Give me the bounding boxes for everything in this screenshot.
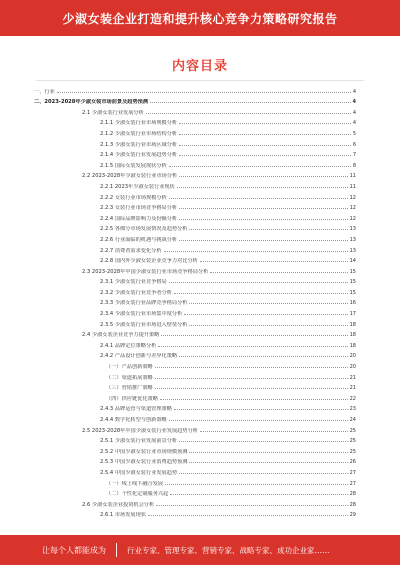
toc-leader-dots: [179, 208, 348, 209]
toc-entry[interactable]: [34, 402, 356, 413]
toc-leader-dots: [179, 176, 347, 177]
toc-leader-dots: [169, 282, 348, 283]
toc-entry-page: 14: [349, 258, 356, 265]
toc-entry-label: 2.4.2 产品设计创新与差异化策略: [100, 353, 178, 360]
toc-entry[interactable]: [34, 306, 356, 317]
toc-entry-label: （二）个性化定制服务兴起: [106, 491, 169, 498]
toc-entry-page: 8: [352, 162, 356, 169]
toc-entry-label: 2.6 少淑女装企业投资机会分析: [82, 501, 155, 508]
toc-entry-label: 2.2 2023-2028年少淑女装行业市场分析: [82, 173, 178, 180]
toc-leader-dots: [179, 123, 351, 124]
toc-entry[interactable]: [34, 338, 356, 349]
toc-entry-page: 6: [352, 141, 356, 148]
toc-entry[interactable]: [34, 317, 356, 328]
toc-entry-page: 5: [352, 130, 356, 137]
toc-leader-dots: [179, 240, 348, 241]
toc-entry-label: 2.1.1 少淑女装行业市场规模分析: [100, 120, 178, 127]
toc-leader-dots: [179, 473, 348, 474]
toc-entry-label: 2.1.5 国际女装发展现状分析: [100, 162, 167, 169]
toc-entry-label: 2.2.6 行业面临的机遇与挑战分析: [100, 236, 178, 243]
toc-leader-dots: [169, 198, 348, 199]
toc-entry[interactable]: [34, 275, 356, 286]
toc-leader-dots: [158, 346, 347, 347]
toc-entry[interactable]: [34, 412, 356, 423]
toc-entry[interactable]: [34, 285, 356, 296]
toc-entry-label: （一）产品创新策略: [106, 364, 153, 371]
toc-entry-page: 4: [352, 88, 356, 95]
toc-entry-page: 29: [349, 512, 356, 519]
toc-entry[interactable]: [34, 487, 356, 498]
toc-leader-dots: [169, 166, 351, 167]
toc-entry-page: 12: [349, 215, 356, 222]
toc-entry[interactable]: [34, 434, 356, 445]
toc-entry[interactable]: [34, 508, 356, 519]
toc-leader-dots: [156, 505, 347, 506]
toc-entry-page: 24: [349, 417, 356, 423]
toc-leader-dots: [179, 145, 351, 146]
toc-entry-page: 20: [349, 353, 356, 360]
toc-entry-page: 11: [349, 183, 356, 190]
toc-entry[interactable]: [34, 476, 356, 487]
toc-entry-label: 2.3 2023-2028年中国少淑女装行业市场竞争格局分析: [82, 268, 209, 275]
toc-entry-label: 2.2.4 国际品牌影响力及份额分析: [100, 215, 178, 222]
toc-entry-page: 4: [352, 120, 356, 127]
toc-entry[interactable]: [34, 201, 356, 212]
toc-divider: [36, 80, 364, 81]
toc-leader-dots: [160, 399, 348, 400]
toc-leader-dots: [179, 134, 351, 135]
toc-entry-label: 二、2023-2028年少淑女装市场前景及趋势预测: [34, 99, 149, 106]
toc-entry-page: 4: [352, 109, 356, 116]
toc-entry-page: 21: [349, 374, 356, 381]
toc-entry-page: 15: [349, 289, 356, 296]
toc-entry[interactable]: [34, 179, 356, 190]
toc-entry-page: 7: [352, 152, 356, 159]
toc-leader-dots: [200, 261, 348, 262]
toc-leader-dots: [57, 92, 351, 93]
toc-entry[interactable]: [34, 84, 356, 95]
table-of-contents: [34, 84, 356, 518]
toc-heading: 内容目录: [171, 59, 228, 74]
toc-entry-page: 12: [349, 205, 356, 212]
toc-entry[interactable]: [34, 148, 356, 159]
toc-entry-page: 4: [352, 99, 356, 106]
toc-entry[interactable]: [34, 95, 356, 106]
toc-entry-page: 18: [349, 332, 356, 339]
toc-entry-label: 2.2.5 各细分市场发展情况及趋势分析: [100, 226, 188, 233]
toc-entry-label: 2.1.3 少淑女装行业市场区域分析: [100, 141, 178, 148]
toc-entry-page: 25: [349, 438, 356, 445]
toc-leader-dots: [155, 367, 348, 368]
footer-slogan: 让每个人都能成为: [42, 545, 106, 555]
toc-entry-page: 26: [349, 459, 356, 466]
toc-entry-label: 2.3.5 少淑女装行业市场进入壁垒分析: [100, 321, 188, 328]
toc-entry-label: 2.4.3 品牌运营与渠道管理策略: [100, 406, 172, 413]
toc-entry-label: 2.3.3 少淑女装行业品牌竞争格局分析: [100, 300, 188, 307]
toc-entry-page: 21: [349, 385, 356, 392]
toc-leader-dots: [161, 335, 347, 336]
toc-entry-label: 2.6.1 市场发展现状: [100, 512, 146, 519]
toc-leader-dots: [200, 431, 348, 432]
toc-entry-page: 28: [349, 491, 356, 498]
toc-leader-dots: [177, 187, 348, 188]
toc-entry-label: 2.2.7 消费者需求变化分析: [100, 247, 162, 254]
toc-entry-label: 一、行业: [34, 88, 55, 95]
toc-leader-dots: [189, 325, 347, 326]
toc-entry-page: 17: [349, 311, 356, 318]
toc-entry[interactable]: [34, 190, 356, 201]
toc-entry-page: 15: [349, 279, 356, 286]
toc-entry-page: 13: [349, 247, 356, 254]
toc-entry-label: 2.4.4 数字化转型与创新策略: [100, 417, 167, 423]
toc-entry-page: 11: [349, 173, 356, 180]
toc-leader-dots: [179, 219, 348, 220]
toc-leader-dots: [169, 420, 348, 421]
toc-leader-dots: [179, 356, 348, 357]
toc-entry-page: 15: [349, 268, 356, 275]
toc-entry-page: 13: [349, 226, 356, 233]
toc-leader-dots: [179, 441, 348, 442]
toc-leader-dots: [189, 303, 347, 304]
toc-entry-label: 2.3.4 少淑女装行业市场集中度分析: [100, 311, 183, 318]
toc-leader-dots: [174, 409, 348, 410]
toc-entry-page: 18: [349, 321, 356, 328]
toc-entry[interactable]: [34, 243, 356, 254]
toc-entry[interactable]: [34, 497, 356, 508]
toc-entry[interactable]: [34, 296, 356, 307]
toc-entry-label: （三）营销推广策略: [106, 385, 153, 392]
toc-leader-dots: [189, 462, 347, 463]
toc-entry[interactable]: [34, 423, 356, 434]
toc-entry-label: 2.5.1 少淑女装行业发展前景分析: [100, 438, 178, 445]
toc-leader-dots: [189, 229, 347, 230]
toc-entry-page: 18: [349, 342, 356, 349]
toc-entry[interactable]: [34, 232, 356, 243]
toc-entry[interactable]: [34, 211, 356, 222]
report-title: 少淑女装企业打造和提升核心竞争力策略研究报告: [62, 11, 338, 26]
toc-entry-label: 2.4 少淑女装企业竞争力提升策略: [82, 332, 160, 339]
toc-entry-label: 2.2.8 国内外少淑女装企业竞争力对比分析: [100, 258, 198, 265]
toc-entry-label: 2.5.3 中国少淑女装行业消费趋势预测: [100, 459, 188, 466]
toc-entry[interactable]: [34, 158, 356, 169]
toc-entry-label: 2.1 少淑女装行业发展分析: [82, 109, 144, 116]
footer-roles: 行业专家、管理专家、营销专家、战略专家、成功企业家……: [127, 545, 330, 555]
toc-entry[interactable]: [34, 391, 356, 402]
toc-entry-label: 2.1.2 少淑女装行业市场结构分析: [100, 130, 178, 137]
toc-entry-page: 27: [349, 469, 356, 476]
toc-entry-label: （四）供应链优化策略: [106, 395, 158, 402]
toc-entry-label: 2.5.2 中国少淑女装行业市场规模预测: [100, 448, 188, 455]
toc-entry[interactable]: [34, 254, 356, 265]
toc-entry[interactable]: [34, 349, 356, 360]
toc-entry-label: 2.2.2 女装行业市场规模分析: [100, 194, 167, 201]
footer-divider: [116, 543, 117, 557]
toc-entry-page: 25: [349, 448, 356, 455]
toc-leader-dots: [174, 293, 348, 294]
toc-entry-label: （一）线上线下融合发展: [106, 480, 164, 487]
toc-entry-label: 2.3.2 少淑女装行业竞争者分析: [100, 289, 172, 296]
toc-leader-dots: [179, 155, 351, 156]
toc-leader-dots: [165, 484, 348, 485]
footer-bar: [0, 535, 400, 565]
toc-entry[interactable]: [34, 444, 356, 455]
report-header-bar: [0, 0, 400, 36]
toc-entry-label: 2.5.4 中国少淑女装行业发展趋势: [100, 469, 178, 476]
toc-entry-page: 16: [349, 300, 356, 307]
toc-entry[interactable]: [34, 116, 356, 127]
toc-leader-dots: [164, 251, 348, 252]
toc-entry-page: 22: [349, 395, 356, 402]
toc-leader-dots: [170, 494, 347, 495]
toc-entry-page: 28: [349, 501, 356, 508]
toc-entry-page: 13: [349, 236, 356, 243]
toc-entry[interactable]: [34, 381, 356, 392]
toc-entry-page: 20: [349, 364, 356, 371]
toc-entry[interactable]: [34, 169, 356, 180]
toc-entry-page: 12: [349, 194, 356, 201]
toc-entry[interactable]: [34, 105, 356, 116]
toc-entry[interactable]: [34, 264, 356, 275]
toc-entry[interactable]: [34, 137, 356, 148]
toc-entry[interactable]: [34, 359, 356, 370]
toc-entry-label: 2.2.1 2023年少淑女装行业现状: [100, 183, 175, 190]
toc-entry[interactable]: [34, 222, 356, 233]
toc-entry-label: 2.4.1 品牌定位策略分析: [100, 342, 157, 349]
toc-leader-dots: [210, 272, 347, 273]
toc-entry-label: 2.5 2023-2028年中国少淑女装行业发展趋势分析: [82, 427, 198, 434]
toc-leader-dots: [184, 314, 347, 315]
toc-entry-label: 2.1.4 少淑女装行业发展趋势分析: [100, 152, 178, 159]
toc-entry-page: 27: [349, 480, 356, 487]
toc-entry[interactable]: [34, 370, 356, 381]
toc-leader-dots: [189, 452, 347, 453]
toc-entry-page: 25: [349, 427, 356, 434]
toc-entry[interactable]: [34, 465, 356, 476]
toc-leader-dots: [155, 388, 348, 389]
toc-entry[interactable]: [34, 455, 356, 466]
toc-leader-dots: [146, 113, 351, 114]
toc-entry[interactable]: [34, 328, 356, 339]
toc-leader-dots: [148, 515, 348, 516]
toc-entry-label: 2.2.3 女装行业市场竞争格局分析: [100, 205, 178, 212]
toc-entry-page: 23: [349, 406, 356, 413]
toc-entry-label: （二）渠道拓展策略: [106, 374, 153, 381]
toc-leader-dots: [150, 102, 350, 103]
toc-entry-label: 2.3.1 少淑女装行业竞争格局: [100, 279, 167, 286]
toc-entry[interactable]: [34, 126, 356, 137]
toc-leader-dots: [155, 378, 348, 379]
